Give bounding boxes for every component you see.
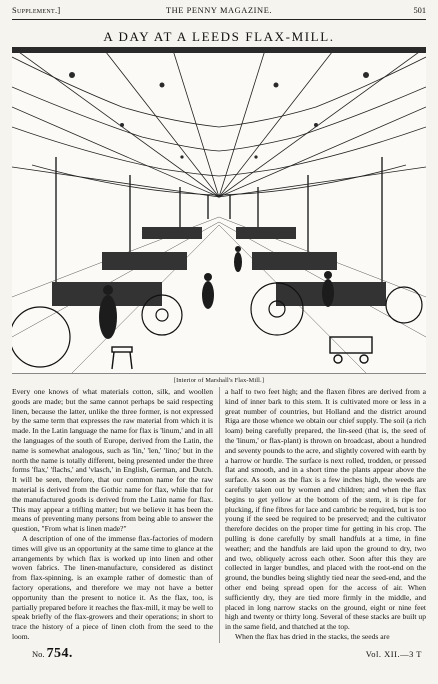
column-divider (219, 387, 220, 643)
volume-label: Vol. XII.—3 T (365, 649, 422, 659)
paragraph: A description of one of the immense flax-factories of modern times will give us an opportunity at the same time to glance at the arrangements by which flax is worked up into linen and other woven fabrics. The linen-manufacture, considered as distinct from flax-spinning, is an example rather of domestic than of factory operations, and therefore we may not have a better opportunity than the present to notice it. As the flax, too, is partially prepared before it reaches the flax-mill, it may be well to speak briefly of the flax-growers and their operations; in short to trace the history of a piece of linen cloth from the seed to the loom. (12, 533, 213, 641)
section-label: Supplement.] (12, 6, 61, 15)
header-rule (12, 19, 426, 20)
issue-number-value: 754. (46, 646, 73, 661)
illustration-caption: [Interior of Marshall's Flax-Mill.] (173, 377, 265, 384)
paragraph: When the flax has dried in the stacks, the seeds are (235, 631, 390, 641)
paragraph: Every one knows of what materials cotton, silk, and woollen goods are made; but the same cannot perhaps be said respecting linen, because the latter, unlike the three former, is not expressed by the same term that expresses the raw material from which it is made. In the Latin language the name for flax is 'linum,' and in all the languages of the south of Europe, derived from the Latin, the name is somewhat analogous, such as 'lin,' 'len,' 'lino;' but in the north the name is totally different, being presented under the three forms 'flax,' 'flachs,' and 'vlasch,' in English, German, and Dutch. It will be seen, therefore, that our common name for the raw material is derived from the Gothic name for flax, while that for the manufactured goods is derived from the Latin name for flax. This may appear a trifling matter; but we believe it has been the means of preventing many persons from being able to answer the question, "From what is linen made?" (12, 387, 213, 534)
flax-mill-illustration (12, 47, 426, 374)
article-title: A DAY AT A LEEDS FLAX-MILL. (103, 29, 335, 44)
paragraph (12, 642, 213, 643)
text-column-right (225, 387, 426, 643)
magazine-title: THE PENNY MAGAZINE. (165, 6, 273, 15)
issue-number (32, 646, 73, 662)
page-number: 501 (413, 6, 426, 15)
issue-number-prefix: No. (32, 649, 45, 659)
paragraph: a half to two feet high; and the flaxen fibres are derived from a kind of inner bark to this stem. It is cultivated more or less in a great number of countries, but Holland and the district around Riga are those whence we obtain our chief supply. The soil (a rich loam) being carefully prepared, the lin-seed (that is, the seed of the 'linum,' or flax-plant) is thrown on broadcast, about a hundred and seventy pounds to the acre, and slightly covered with earth by a harrow or hurdle. The surface is next rolled, trodden, or pressed flat and smooth, and in a short time the plants appear above the surface. As soon as the flax is a few inches high, the weeds are carefully taken out by women and children; and when the flax begins to get yellow at the bottom of the stem, it is ripe for plucking, if fine fibres for lace and cambric be required, but is too young if the seed be required to be preserved; and the cultivator therefore decides on the proper time for getting in his crop. The pulling is done carefully by small handfuls at a time, in fine weather; and the handfuls are laid upon the ground to dry, two and two, obliquely across each other. Soon after this they are collected in larger bundles, and placed with the root-end on the ground, the bundles being slightly tied near the seed-end, and the other end being spread open for the access of air. When sufficiently dry, they are tied more firmly in the middle, and placed in long narrow stacks on the ground, eight or nine feet high and twenty or thirty long. Several of these stacks are built up in the same field, and thatched at the top. (225, 387, 426, 632)
text-column-left (12, 387, 213, 643)
running-header (12, 5, 426, 17)
page-footer (12, 646, 426, 666)
